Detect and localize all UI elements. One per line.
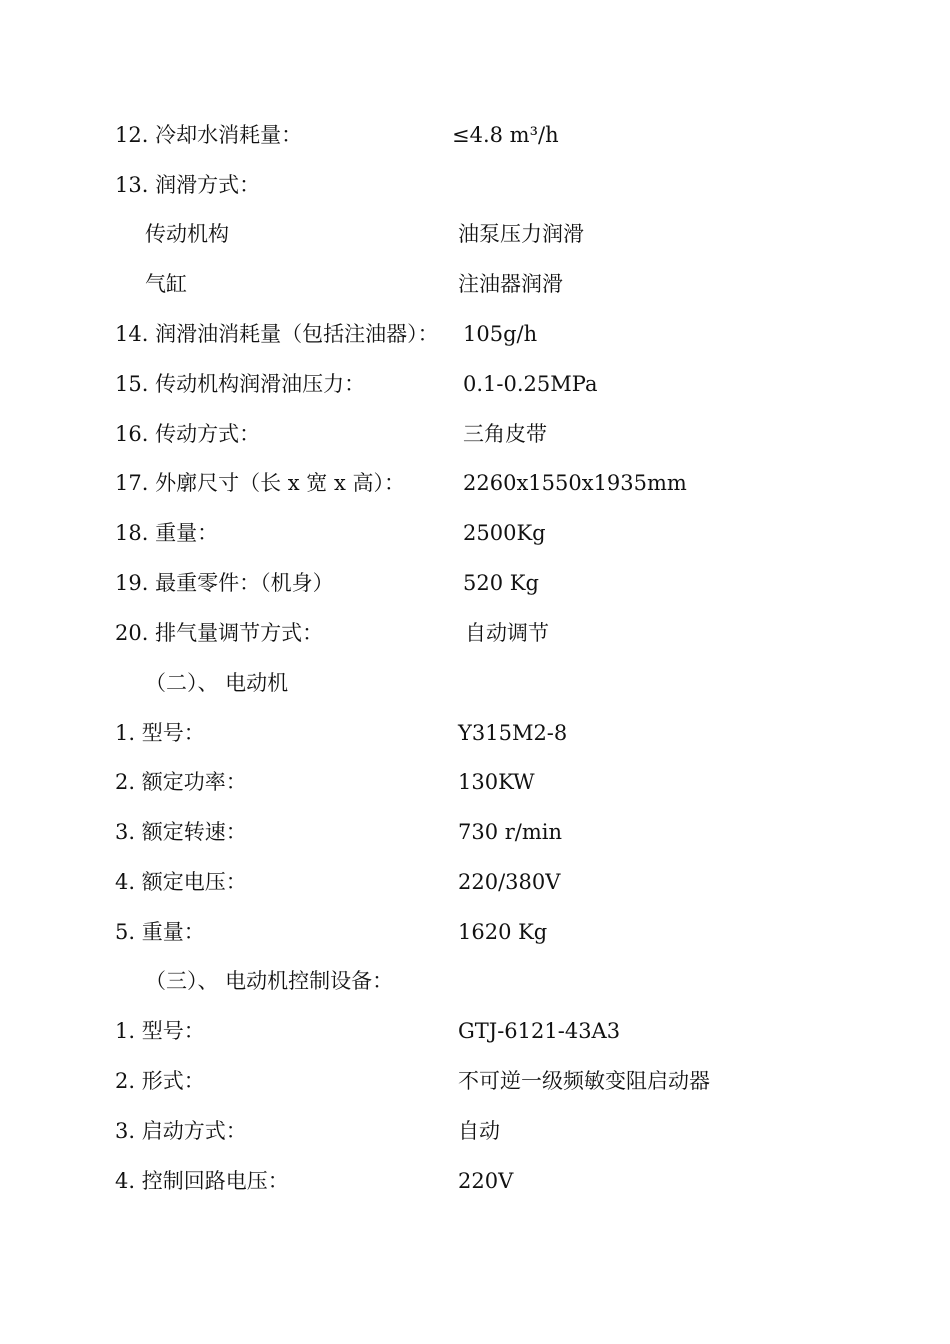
spec-label: 4. 控制回路电压： [115,1169,289,1193]
spec-row-weight [0,516,950,550]
spec-value: 220/380V [458,870,561,894]
spec-label: 12. 冷却水消耗量： [115,123,303,147]
spec-label: 3. 启动方式： [115,1119,247,1143]
spec-label: 17. 外廓尺寸（长 x 宽 x 高）： [115,471,405,495]
spec-label: 传动机构 [145,222,229,246]
control-row-model [0,1014,950,1048]
motor-row-rated-power [0,765,950,799]
spec-value: 不可逆一级频敏变阻启动器 [458,1069,710,1093]
spec-row-cooling-water [0,118,950,152]
section-title: （三）、 电动机控制设备： [145,969,394,993]
spec-label: 14. 润滑油消耗量（包括注油器）： [115,322,439,346]
spec-row-oil-pressure [0,367,950,401]
control-row-type [0,1064,950,1098]
spec-value: Y315M2-8 [458,721,568,745]
spec-label: 5. 重量： [115,920,205,944]
spec-row-transmission-lubrication [0,217,950,251]
spec-label: 19. 最重零件：（机身） [115,571,334,595]
spec-value: 自动 [458,1119,500,1143]
spec-value: 220V [458,1169,514,1193]
section-title: （二）、 电动机 [145,671,289,695]
spec-value: 2260x1550x1935mm [463,471,687,495]
control-row-start-method [0,1114,950,1148]
spec-value: 105g/h [463,322,538,346]
spec-value: 520 Kg [463,571,539,595]
spec-label: 1. 型号： [115,721,205,745]
spec-label: 16. 传动方式： [115,422,261,446]
spec-value: 1620 Kg [458,920,548,944]
section-heading-motor-control [0,964,950,998]
spec-label: 3. 额定转速： [115,820,247,844]
spec-value: 油泵压力润滑 [458,222,584,246]
spec-row-lubrication-method [0,168,950,202]
spec-value: 730 r/min [458,820,563,844]
motor-row-weight [0,915,950,949]
spec-label: 18. 重量： [115,521,219,545]
spec-value: 130KW [458,770,535,794]
spec-row-heaviest-part [0,566,950,600]
spec-row-cylinder-lubrication [0,267,950,301]
spec-label: 15. 传动机构润滑油压力： [115,372,366,396]
spec-row-displacement-regulation [0,616,950,650]
spec-value: 2500Kg [463,521,546,545]
spec-label: 20. 排气量调节方式： [115,621,324,645]
control-row-circuit-voltage [0,1164,950,1198]
motor-row-rated-speed [0,815,950,849]
spec-value: 自动调节 [465,621,549,645]
section-heading-motor [0,666,950,700]
spec-row-oil-consumption [0,317,950,351]
spec-value: 注油器润滑 [458,272,563,296]
spec-value: ≤4.8 m³/h [452,123,559,147]
spec-label: 1. 型号： [115,1019,205,1043]
spec-label: 4. 额定电压： [115,870,247,894]
spec-label: 13. 润滑方式： [115,173,261,197]
spec-value: 0.1-0.25MPa [463,372,598,396]
spec-value: 三角皮带 [463,422,547,446]
spec-label: 2. 形式： [115,1069,205,1093]
spec-value: GTJ-6121-43A3 [458,1019,621,1043]
motor-row-rated-voltage [0,865,950,899]
spec-row-transmission-method [0,417,950,451]
spec-row-dimensions [0,466,950,500]
spec-label: 气缸 [145,272,187,296]
spec-label: 2. 额定功率： [115,770,247,794]
motor-row-model [0,716,950,750]
